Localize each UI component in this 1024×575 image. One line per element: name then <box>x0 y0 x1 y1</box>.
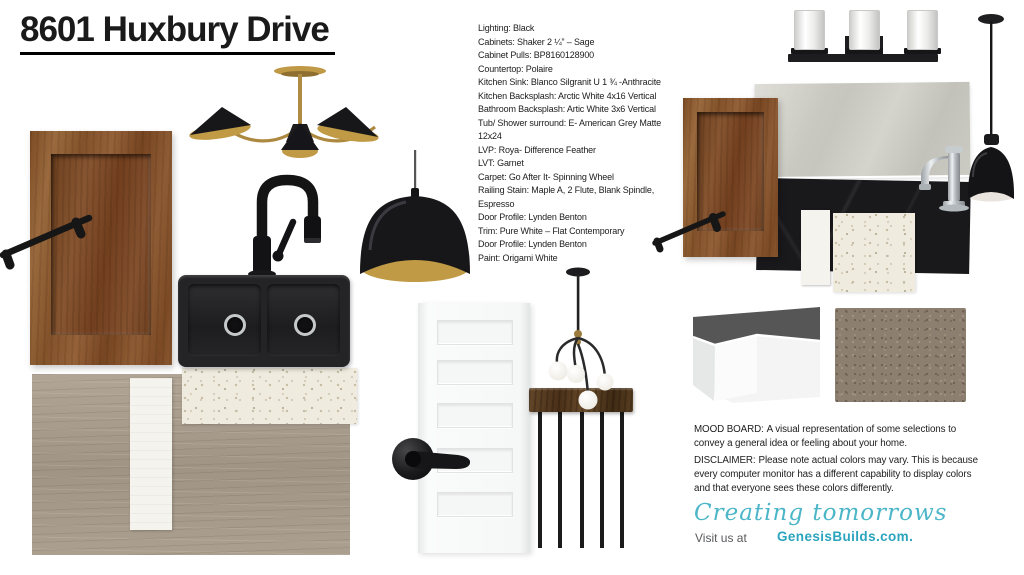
brand-block <box>692 498 992 558</box>
disclaimer-label: DISCLAIMER: <box>694 455 756 466</box>
spec-item: Door Profile: Lynden Benton <box>478 212 587 222</box>
spec-item: Door Profile: Lynden Benton <box>478 239 587 249</box>
sink-drain <box>294 314 316 336</box>
spec-item: Kitchen Sink: Blanco Silgranit U 1 ¾ -Anthracite <box>478 77 661 87</box>
brand-tagline: Creating tomorrows <box>694 500 948 526</box>
railing-spindle <box>558 412 562 548</box>
spec-item: LVT: Garnet <box>478 158 524 168</box>
visit-us-text: Visit us at <box>695 531 747 545</box>
spec-item: Bathroom Backsplash: Artic White 3x6 Vertical <box>478 104 656 114</box>
mini-pendant-image <box>965 12 1020 207</box>
bathroom-countertop-sample-image <box>833 213 915 292</box>
railing-spindle <box>580 412 584 548</box>
website-link[interactable]: GenesisBuilds.com. <box>777 529 914 544</box>
railing-spindle <box>538 412 542 548</box>
spec-item: Cabinet Pulls: BP8160128900 <box>478 50 595 60</box>
cabinet-pull-image <box>0 198 96 270</box>
mood-board-body: A visual representation of some selections to convey a general idea or feeling about your home. <box>694 424 957 449</box>
railing-spindle <box>600 412 604 548</box>
vanity-light-image <box>788 8 940 70</box>
carpet-sample-image <box>835 308 966 402</box>
footer-text <box>694 423 986 496</box>
vanity-light-bar <box>788 54 938 62</box>
kitchen-sink-image <box>178 275 350 367</box>
globe-chandelier-image <box>545 266 625 416</box>
railing-spindle <box>620 412 624 548</box>
door-panel <box>437 320 513 345</box>
countertop-sample-image <box>182 368 357 424</box>
mood-board-paragraph <box>694 423 986 451</box>
vanity-shade <box>794 10 825 50</box>
spec-item: Lighting: Black <box>478 23 535 33</box>
spec-item: Carpet: Go After It- Spinning Wheel <box>478 171 614 182</box>
disclaimer-body: Please note actual colors may vary. This is because every computer monitor has a different capability to display colors and that everyone sees these colors differently. <box>694 455 978 494</box>
page-title: 8601 Huxbury Drive <box>20 10 335 55</box>
disclaimer-paragraph <box>694 454 986 496</box>
kitchen-faucet-image <box>245 172 345 278</box>
spec-item: Kitchen Backsplash: Arctic White 4x16 Vertical <box>478 90 657 101</box>
spec-item: Railing Stain: Maple A, 2 Flute, Blank Spindle, Espresso <box>478 185 655 209</box>
three-cone-chandelier-image <box>188 60 380 162</box>
door-panel <box>437 360 513 385</box>
spec-item: Tub/ Shower surround: E- American Grey Matte 12x24 <box>478 117 662 141</box>
trim-baseboard-image <box>693 305 820 405</box>
mood-board-label: MOOD BOARD: <box>694 424 764 435</box>
spec-item: Paint: Origami White <box>478 252 558 263</box>
backsplash-plank-sample-image <box>130 378 172 530</box>
vanity-shade <box>907 10 938 50</box>
spec-item: Countertop: Polaire <box>478 63 553 74</box>
door-lever-image <box>390 424 480 494</box>
spec-item: LVP: Roya- Difference Feather <box>478 144 596 155</box>
cabinet-pull-image <box>650 205 730 250</box>
vanity-shade <box>849 10 880 50</box>
bathroom-tile-sample-image <box>801 210 830 285</box>
sink-drain <box>224 314 246 336</box>
spec-item: Trim: Pure White – Flat Contemporary <box>478 225 625 236</box>
dome-pendant-image <box>358 150 474 285</box>
door-panel <box>437 492 513 517</box>
spec-item: Cabinets: Shaker 2 ¼” – Sage <box>478 36 595 47</box>
